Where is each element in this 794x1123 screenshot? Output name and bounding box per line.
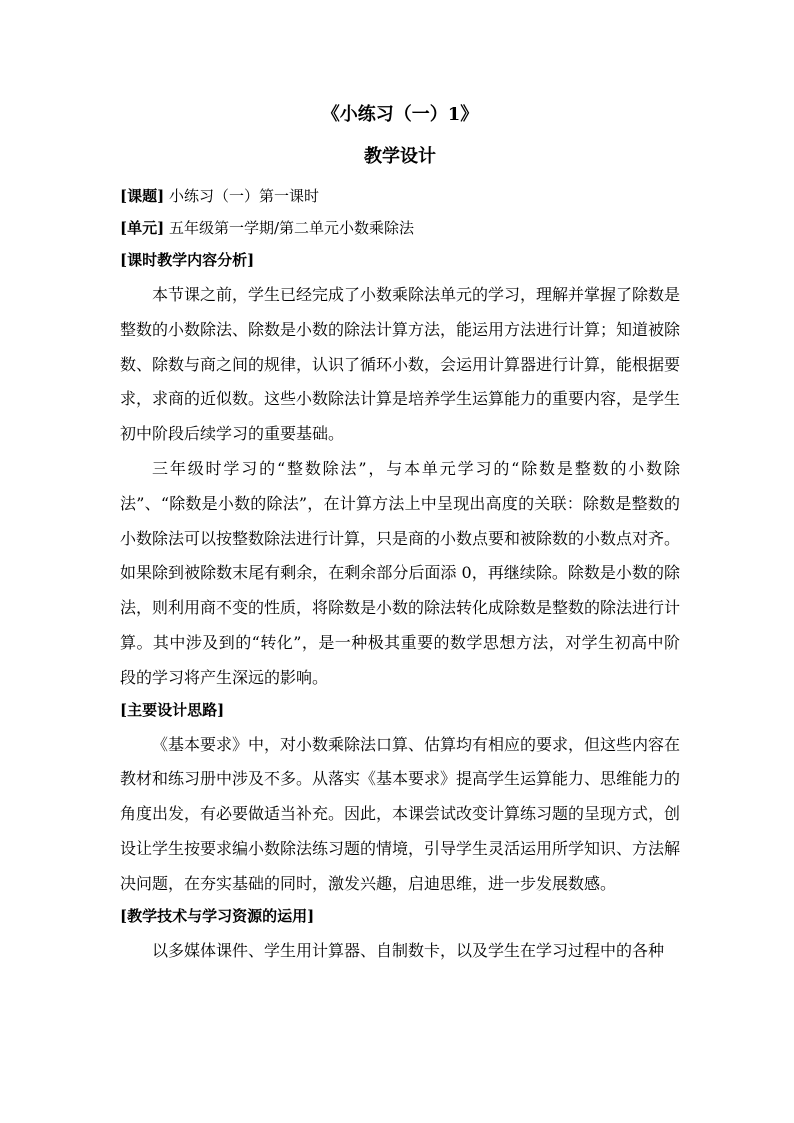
lesson-line [120,186,680,206]
section-heading: [教学技术与学习资源的运用] [120,906,315,925]
section-teaching-resources [120,906,680,969]
section-content-analysis [120,250,680,696]
document-subtitle: 教学设计 [364,146,436,167]
paragraph: 以多媒体课件、学生用计算器、自制数卡，以及学生在学习过程中的各种 [152,940,665,960]
unit-label: [单元] [120,219,165,237]
section-heading: [课时教学内容分析] [120,251,255,269]
lesson-value: 小练习（一）第一课时 [164,187,319,205]
paragraph: 本节课之前，学生已经完成了小数乘除法单元的学习，理解并掌握了除数是整数的小数除法、除数是小数的除法计算方法，能运用方法进行计算；知道被除数、除数与商之间的规律，认识了循环小数，会运用计算器进行计算，能根据要求，求商的近似数。这些小数除法计算是培养学生运算能力的重要内容，是学生初中阶段后续学习的重要基础。 [120,285,681,444]
unit-value: 五年级第一学期/第二单元小数乘除法 [164,219,415,237]
paragraph: 《基本要求》中，对小数乘除法口算、估算均有相应的要求，但这些内容在教材和练习册中涉及不多。从落实《基本要求》提高学生运算能力、思维能力的角度出发，有必要做适当补充。因此，本课尝试改变计算练习题的呈现方式，创设让学生按要求编小数除法练习题的情境，引导学生灵活运用所学知识、方法解决问题，在夯实基础的同时，激发兴趣，启迪思维，进一步发展数感。 [120,734,681,893]
paragraph: 三年级时学习的“整数除法”，与本单元学习的“除数是整数的小数除法”、“除数是小数的除法”，在计算方法上中呈现出高度的关联：除数是整数的小数除法可以按整数除法进行计算，只是商的小数点要和被除数的小数点对齐。如果除到被除数末尾有剩余，在剩余部分后面添 0，再继续除。除数是小数的除法，则利用商不变的性质，将除数是小数的除法转化成除数是整数的除法进行计算。其中涉及到的“转化”，是一种极其重要的数学思想方法，对学生初高中阶段的学习将产生深远的影响。 [120,458,681,687]
section-design-thinking [120,700,680,902]
lesson-label: [课题] [120,187,165,205]
document-title: 《小练习（一）1》 [321,104,479,125]
section-heading: [主要设计思路] [120,700,225,719]
unit-line [120,218,680,238]
document-page [120,100,680,972]
